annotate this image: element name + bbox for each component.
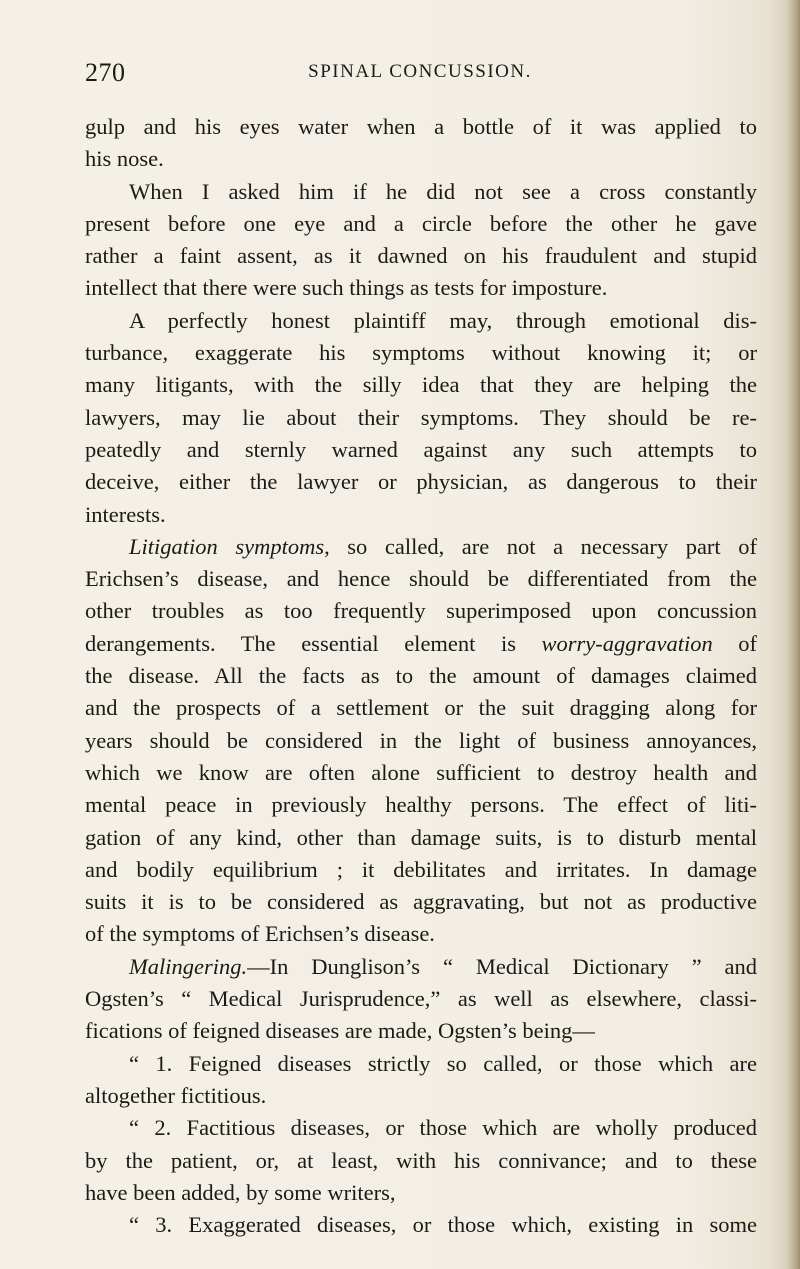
text-line: have been added, by some writers,	[85, 1179, 396, 1205]
text-line: years should be considered in the light of business annoyances,	[85, 727, 757, 753]
text-line: gulp and his eyes water when a bottle of it was applied to	[85, 114, 757, 139]
italic-term: worry-aggravation	[541, 630, 713, 656]
paragraph-start: “ 1. Feigned diseases strictly so called, or those which are	[129, 1050, 757, 1076]
paragraph-start: Litigation symptoms, so called, are not a necessary part of	[129, 533, 757, 559]
text-line: peatedly and sternly warned against any such attempts to	[85, 436, 757, 462]
italic-term: Malingering.	[129, 953, 248, 979]
text-line: many litigants, with the silly idea that they are helping the	[85, 372, 757, 398]
text-line: fications of feigned diseases are made, Ogsten’s being—	[85, 1018, 595, 1044]
text-line: other troubles as too frequently superimposed upon concussion	[85, 598, 757, 624]
page-edge-shadow	[786, 0, 800, 1269]
running-head: SPINAL CONCUSSION.	[308, 61, 532, 82]
text-line: gation of any kind, other than damage suits, is to disturb mental	[85, 824, 757, 850]
paragraph-start: Malingering.—In Dunglison’s “ Medical Dictionary ” and	[129, 953, 757, 979]
text-line: and the prospects of a settlement or the suit dragging along for	[85, 695, 757, 721]
text-line: deceive, either the lawyer or physician, as dangerous to their	[85, 469, 757, 495]
text-line: rather a faint assent, as it dawned on his fraudulent and stupid	[85, 243, 757, 269]
text-line: which we know are often alone sufficient to destroy health and	[85, 759, 757, 785]
body-text	[85, 111, 757, 1241]
text-line: and bodily equilibrium ; it debilitates and irritates. In damage	[85, 856, 757, 882]
text-line: present before one eye and a circle before the other he gave	[85, 210, 757, 236]
italic-term: Litigation symptoms	[129, 533, 325, 559]
text-line: suits it is to be considered as aggravating, but not as productive	[85, 889, 757, 915]
text-line: Erichsen’s disease, and hence should be differentiated from the	[85, 566, 757, 592]
paragraph-start: “ 3. Exaggerated diseases, or those which, existing in some	[129, 1212, 757, 1238]
text-line: Ogsten’s “ Medical Jurisprudence,” as well as elsewhere, classi-	[85, 986, 757, 1012]
paragraph-start: “ 2. Factitious diseases, or those which are wholly produced	[129, 1115, 757, 1141]
paragraph-start: A perfectly honest plaintiff may, through emotional dis-	[129, 307, 757, 333]
paragraph-start: When I asked him if he did not see a cross constantly	[129, 178, 757, 204]
text-line: of the symptoms of Erichsen’s disease.	[85, 921, 435, 947]
text-line: his nose.	[85, 146, 164, 172]
text-line: interests.	[85, 501, 166, 527]
text-line: derangements. The essential element is worry-aggravation of	[85, 630, 758, 656]
text-line: intellect that there were such things as tests for imposture.	[85, 275, 608, 301]
text-line: mental peace in previously healthy persons. The effect of liti-	[85, 792, 757, 818]
text-line: altogether fictitious.	[85, 1082, 267, 1108]
text-line: turbance, exaggerate his symptoms without knowing it; or	[85, 340, 757, 366]
text-line: lawyers, may lie about their symptoms. They should be re-	[85, 404, 757, 430]
page-header	[85, 58, 755, 92]
text-line: by the patient, or, at least, with his connivance; and to these	[85, 1147, 757, 1173]
page-number: 270	[85, 58, 126, 87]
text-line: the disease. All the facts as to the amount of damages claimed	[85, 663, 757, 689]
